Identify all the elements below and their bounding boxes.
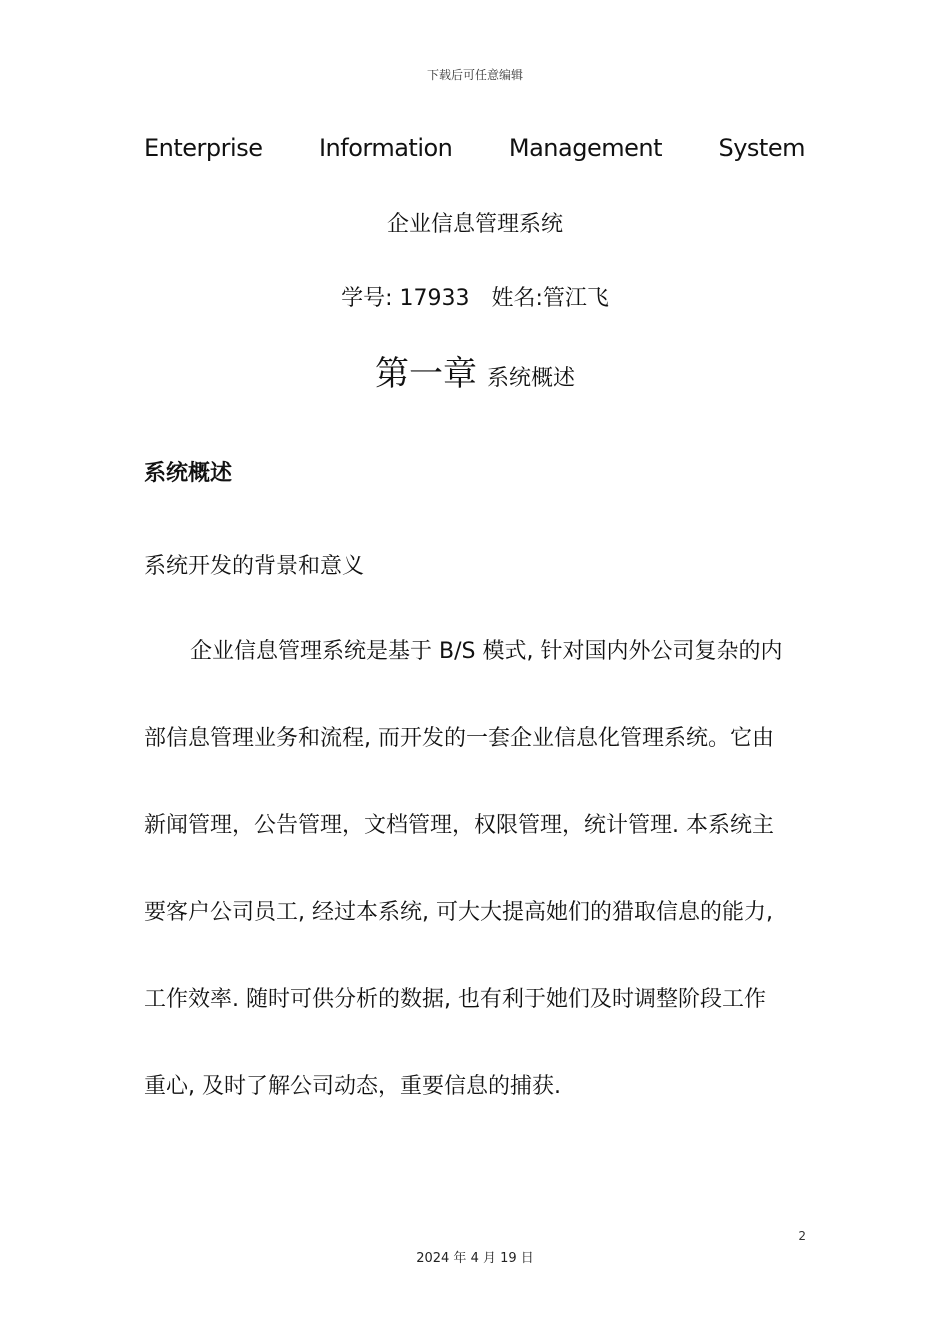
chapter-number: 第一章 [374,354,477,394]
footer-date: 2024 年 4 月 19 日 [416,1251,534,1266]
section-heading: 系统概述 [144,461,233,486]
body-paragraph [144,608,805,1130]
chapter-title [0,346,950,395]
title-word: Information [318,134,453,162]
body-line: 要客户公司员工, 经过本系统, 可大大提高她们的猎取信息的能力, [144,900,773,925]
title-word: Management [508,134,662,162]
body-line: 重心, 及时了解公司动态，重要信息的捕获. [144,1074,561,1099]
title-word: Enterprise [144,134,263,162]
title-word: System [718,134,805,162]
chapter-name: 系统概述 [486,366,575,391]
student-info [0,281,950,312]
header-note: 下载后可任意编辑 [426,68,523,82]
student-name: 姓名:管江飞 [491,286,609,311]
student-id: 学号: 17933 [341,286,470,311]
body-line: 企业信息管理系统是基于 B/S 模式, 针对国内外公司复杂的内 [190,639,783,664]
body-line: 工作效率. 随时可供分析的数据, 也有利于她们及时调整阶段工作 [144,987,766,1012]
body-line: 部信息管理业务和流程, 而开发的一套企业信息化管理系统。它由 [144,726,774,751]
chinese-title: 企业信息管理系统 [386,212,563,237]
sub-heading: 系统开发的背景和意义 [144,554,365,579]
body-line: 新闻管理，公告管理，文档管理，权限管理，统计管理. 本系统主 [144,813,774,838]
english-title [144,134,805,162]
page-number: 2 [798,1229,806,1243]
